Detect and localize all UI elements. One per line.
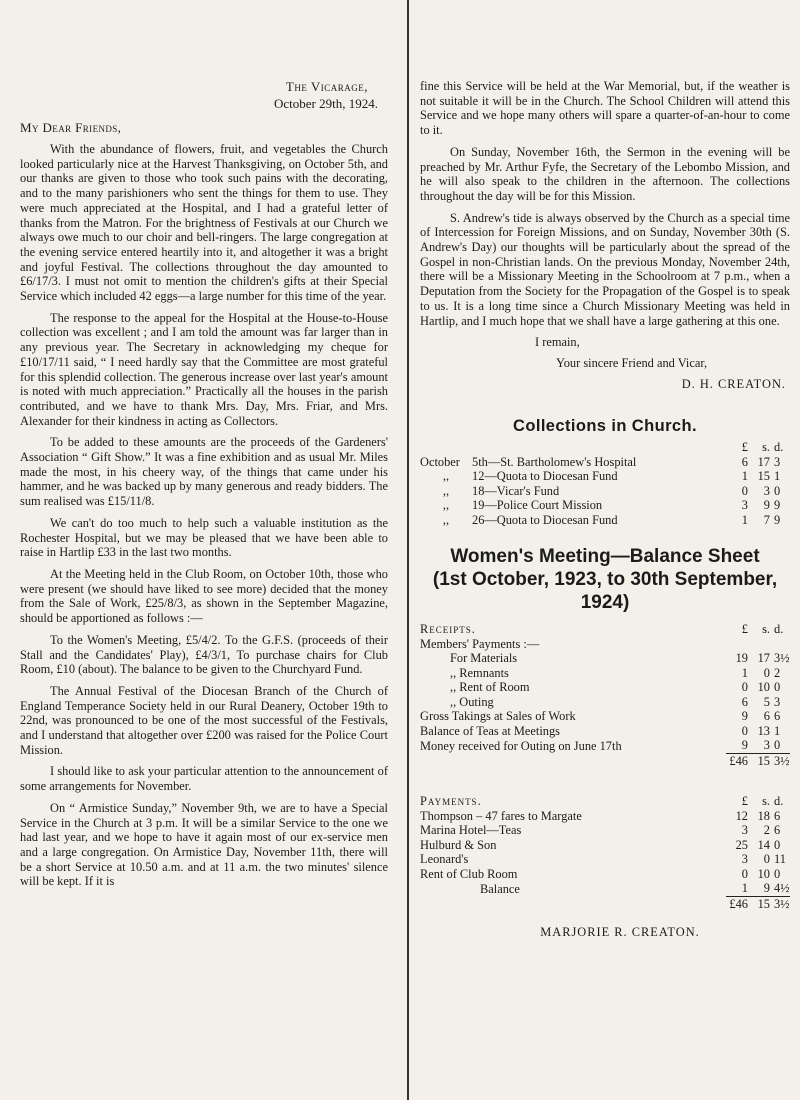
pounds-cell: 25 xyxy=(735,837,748,852)
closing-line: I remain, xyxy=(535,335,580,350)
total-pence: 3½ xyxy=(770,896,790,911)
total-pounds: £46 xyxy=(726,753,748,768)
pounds-cell: 1 xyxy=(741,881,748,896)
paragraph: The response to the appeal for the Hospital at the House-to-House collection was excellent ; and I am told the amount was far larger than in any previous year. The Secretary in acknowledging my cheque for £10/17/11 said, “ I need hardly say that the Committee are most grateful for this splendid collection. The generous increase over last year's amount is noted with much appreciation.” Practically all the houses in the parish contributed, and we have to thank Mrs. Day, Mrs. Friar, and Mrs. Alexander for their kindness in acting as Collectors. xyxy=(20,310,388,428)
column-header: s. xyxy=(762,622,770,637)
pounds-cell xyxy=(726,637,748,652)
balance-subtitle: (1st October, 1923, to 30th September, 1924) xyxy=(432,569,778,614)
total-pence: 3½ xyxy=(770,753,790,768)
paragraph: On Sunday, November 16th, the Sermon in the evening will be preached by Mr. Arthur Fyfe, the Secretary of the Lebombo Mission, and he will also speak to the children in the afternoon. The collections throughout the day will be for this Mission. xyxy=(420,144,790,203)
letter-address xyxy=(20,78,388,112)
row-description: Members' Payments :— xyxy=(420,636,540,651)
table-row xyxy=(420,724,790,739)
table-row xyxy=(420,680,790,695)
pence-cell: 11 xyxy=(774,852,786,867)
pounds-cell: 1 xyxy=(741,512,748,527)
table-row xyxy=(420,823,790,838)
column-header: s. xyxy=(762,440,770,455)
paragraph: We can't do too much to help such a valuable institution as the Rochester Hospital, but we may be pleased that we have been able to raise in Hartlip £33 in the last two months. xyxy=(20,515,388,560)
pounds-cell: 12 xyxy=(735,808,748,823)
shillings-cell: 13 xyxy=(757,723,770,738)
shillings-cell: 9 xyxy=(763,498,770,513)
column-header: d. xyxy=(774,440,784,455)
pounds-cell: 0 xyxy=(741,866,748,881)
pounds-cell: 3 xyxy=(741,498,748,513)
table-row xyxy=(420,838,790,853)
pence-cell: 0 xyxy=(774,738,781,753)
pounds-cell: 9 xyxy=(741,738,748,753)
row-description: ,, Outing xyxy=(450,694,494,709)
pence-cell: 9 xyxy=(774,512,781,527)
row-description: Gross Takings at Sales of Work xyxy=(420,709,576,724)
table-row xyxy=(420,881,790,896)
table-row xyxy=(420,809,790,824)
table-row xyxy=(420,666,790,681)
pence-cell: 6 xyxy=(774,823,781,838)
shillings-cell: 9 xyxy=(763,881,770,896)
pounds-cell: 0 xyxy=(741,723,748,738)
column-header: s. xyxy=(762,794,770,809)
pence-cell: 3½ xyxy=(774,651,790,666)
row-description: ,, Remnants xyxy=(450,665,509,680)
pence-cell: 3 xyxy=(774,454,781,469)
table-row xyxy=(420,498,790,513)
table-row xyxy=(420,709,790,724)
row-description: Rent of Club Room xyxy=(420,866,518,881)
paragraph: S. Andrew's tide is always observed by the Church as a special time of Intercession for Foreign Missions, and on Sunday, November 30th (S. Andrew's Day) our thoughts will be particularly about the spread of the Gospel in non-Christian lands. On the previous Monday, November 24th, there will be a Missionary Meeting in the Schoolroom at 7 p.m., when a Deputation from the Society for the Propagation of the Gospel is to speak to us. It is a long time since a Church Missionary Meeting was held in Hartlip, and I much hope that we shall have a large gathering at this one. xyxy=(420,210,790,328)
pence-cell: 0 xyxy=(774,483,781,498)
table-row xyxy=(420,738,790,753)
pence-cell: 6 xyxy=(774,709,781,724)
column-header: d. xyxy=(774,794,784,809)
shillings-cell: 2 xyxy=(763,823,770,838)
row-date: October xyxy=(420,454,460,469)
paragraph-continuation: fine this Service will be held at the War Memorial, but, if the weather is not suitable it will be in the Church. The School Children will attend this Service and we hope many others will spare a quarter-of-an-hour to come to it. xyxy=(420,79,790,138)
receipts-heading: Receipts. xyxy=(420,622,476,637)
balance-sheet-title xyxy=(420,545,790,614)
shillings-cell: 15 xyxy=(757,469,770,484)
treasurer-signature: MARJORIE R. CREATON. xyxy=(540,925,700,940)
shillings-cell: 7 xyxy=(763,512,770,527)
salutation: My Dear Friends, xyxy=(20,120,122,135)
column-header: £ xyxy=(741,794,748,809)
row-description: Balance of Teas at Meetings xyxy=(420,723,560,738)
pence-cell xyxy=(770,637,790,652)
row-description: Leonard's xyxy=(420,852,469,867)
letter-date: October 29th, 1924. xyxy=(274,96,378,111)
pounds-cell: 1 xyxy=(741,665,748,680)
row-description: Thompson – 47 fares to Margate xyxy=(420,808,582,823)
pence-cell: 1 xyxy=(774,723,781,738)
paragraph: The Annual Festival of the Diocesan Branch of the Church of England Temperance Society held in our Rural Deanery, October 19th to 22nd, was pronounced to be one of the most successful of the Festivals, and I understand that altogether over £200 was raised for the Police Court Mission. xyxy=(20,683,388,757)
pence-cell: 4½ xyxy=(774,881,790,896)
pounds-cell: 0 xyxy=(741,680,748,695)
table-header-row xyxy=(420,622,790,637)
letter-left-column xyxy=(20,78,388,896)
paragraph: To the Women's Meeting, £5/4/2. To the G.F.S. (proceeds of their Stall and the Candidates' Play), £4/3/1, To purchase chairs for Club Room, £10 (about). The balance to be given to the Churchyard Fund. xyxy=(20,632,388,677)
vicar-signature: D. H. CREATON. xyxy=(681,376,786,391)
address-line: The Vicarage, xyxy=(285,79,368,94)
table-row xyxy=(420,852,790,867)
shillings-cell: 0 xyxy=(763,665,770,680)
shillings-cell: 10 xyxy=(757,866,770,881)
row-description: For Materials xyxy=(450,651,518,666)
table-row xyxy=(420,513,790,528)
paragraph: At the Meeting held in the Club Room, on October 10th, those who were present (we should have liked to see more) decided that the money from the Sale of Work, £25/8/3, as shown in the September Magazine, should be apportioned as follows :— xyxy=(20,566,388,626)
row-description: 26—Quota to Diocesan Fund xyxy=(472,512,618,527)
shillings-cell: 3 xyxy=(763,483,770,498)
table-row xyxy=(420,695,790,710)
paragraph: To be added to these amounts are the proceeds of the Gardeners' Association “ Gift Show.” It was a fine exhibition and as usual Mr. Miles made the most, in his cheery way, of the things that came under his hammer, and he was backed up by many generous and ready bidders. The sum realised was £15/11/8. xyxy=(20,435,388,509)
table-row xyxy=(420,484,790,499)
column-divider xyxy=(407,0,409,1100)
collections-table xyxy=(420,440,790,527)
receipts-total-row xyxy=(420,753,790,768)
ditto-mark: ,, xyxy=(442,469,450,484)
row-description: 5th—St. Bartholomew's Hospital xyxy=(472,454,637,469)
pounds-cell: 3 xyxy=(741,852,748,867)
shillings-cell: 10 xyxy=(757,680,770,695)
payments-heading: Payments. xyxy=(420,794,482,809)
table-row xyxy=(420,867,790,882)
paragraph: With the abundance of flowers, fruit, and vegetables the Church looked particularly nice at the Harvest Thanksgiving, on October 5th, and our thanks are given to those who took such pains with the decorating, and to the many parishioners who sent the things for them to use. They were much appreciated at the Hospital, and I had a grateful letter of thanks from the Matron. For the brightness of Festivals at our Church we always owe much to our choir and bell-ringers. The large congregation at the evening service entered heartily into it, and altogether it was a bright and joyful Festival. The collections throughout the day amounted to £6/17/3. I must not omit to mention the children's gifts at their Special Service which included 42 eggs—a large number for this time of the year. xyxy=(20,142,388,304)
table-header-row xyxy=(420,440,790,455)
pence-cell: 0 xyxy=(774,837,781,852)
row-description: Hulburd & Son xyxy=(420,837,497,852)
table-row xyxy=(420,455,790,470)
table-row xyxy=(420,637,790,652)
shillings-cell: 6 xyxy=(763,709,770,724)
column-header: £ xyxy=(741,622,748,637)
shillings-cell: 0 xyxy=(763,852,770,867)
receipts-table xyxy=(420,622,790,768)
pounds-cell: 6 xyxy=(741,694,748,709)
shillings-cell: 17 xyxy=(757,651,770,666)
shillings-cell: 18 xyxy=(757,808,770,823)
pounds-cell: 0 xyxy=(741,483,748,498)
pounds-cell: 9 xyxy=(741,709,748,724)
pounds-cell: 3 xyxy=(741,823,748,838)
total-shillings: 15 xyxy=(748,753,770,768)
payments-table xyxy=(420,794,790,911)
total-shillings: 15 xyxy=(748,896,770,911)
row-description: Money received for Outing on June 17th xyxy=(420,738,622,753)
paragraph: On “ Armistice Sunday,” November 9th, we are to have a Special Service in the Church at 3 p.m. It will be a similar Service to the one we had last year, and we hope to have it again most of our ex-service men and a large congregation. On Armistice Day, November 11th, there will be a short Service at 10.50 a.m. and at 11 a.m. the two minutes' silence will be kept. If it is xyxy=(20,800,388,889)
letter-closing xyxy=(420,335,790,391)
pounds-cell: 1 xyxy=(741,469,748,484)
row-description: 19—Police Court Mission xyxy=(472,498,603,513)
collections-title: Collections in Church. xyxy=(513,417,697,436)
total-pounds: £46 xyxy=(726,896,748,911)
pence-cell: 2 xyxy=(774,665,781,680)
row-description: 18—Vicar's Fund xyxy=(472,483,560,498)
pence-cell: 0 xyxy=(774,680,781,695)
right-column xyxy=(420,79,790,940)
table-header-row xyxy=(420,794,790,809)
shillings-cell: 17 xyxy=(757,454,770,469)
column-header: £ xyxy=(741,440,748,455)
payments-total-row xyxy=(420,896,790,911)
shillings-cell: 3 xyxy=(763,738,770,753)
row-description: Balance xyxy=(480,881,520,896)
table-row xyxy=(420,469,790,484)
shillings-cell xyxy=(748,637,770,652)
row-description: 12—Quota to Diocesan Fund xyxy=(472,469,618,484)
balance-title: Women's Meeting—Balance Sheet xyxy=(450,546,760,568)
shillings-cell: 5 xyxy=(763,694,770,709)
ditto-mark: ,, xyxy=(442,483,450,498)
column-header: d. xyxy=(774,622,784,637)
closing-line: Your sincere Friend and Vicar, xyxy=(556,355,708,370)
shillings-cell: 14 xyxy=(757,837,770,852)
pounds-cell: 19 xyxy=(735,651,748,666)
ditto-mark: ,, xyxy=(442,498,450,513)
pence-cell: 0 xyxy=(774,866,781,881)
ditto-mark: ,, xyxy=(442,512,450,527)
paragraph: I should like to ask your particular attention to the announcement of some arrangements for November. xyxy=(20,764,388,794)
pence-cell: 1 xyxy=(774,469,781,484)
pence-cell: 3 xyxy=(774,694,781,709)
pence-cell: 6 xyxy=(774,808,781,823)
table-row xyxy=(420,651,790,666)
pounds-cell: 6 xyxy=(741,454,748,469)
row-description: ,, Rent of Room xyxy=(450,680,530,695)
row-description: Marina Hotel—Teas xyxy=(420,823,522,838)
pence-cell: 9 xyxy=(774,498,781,513)
